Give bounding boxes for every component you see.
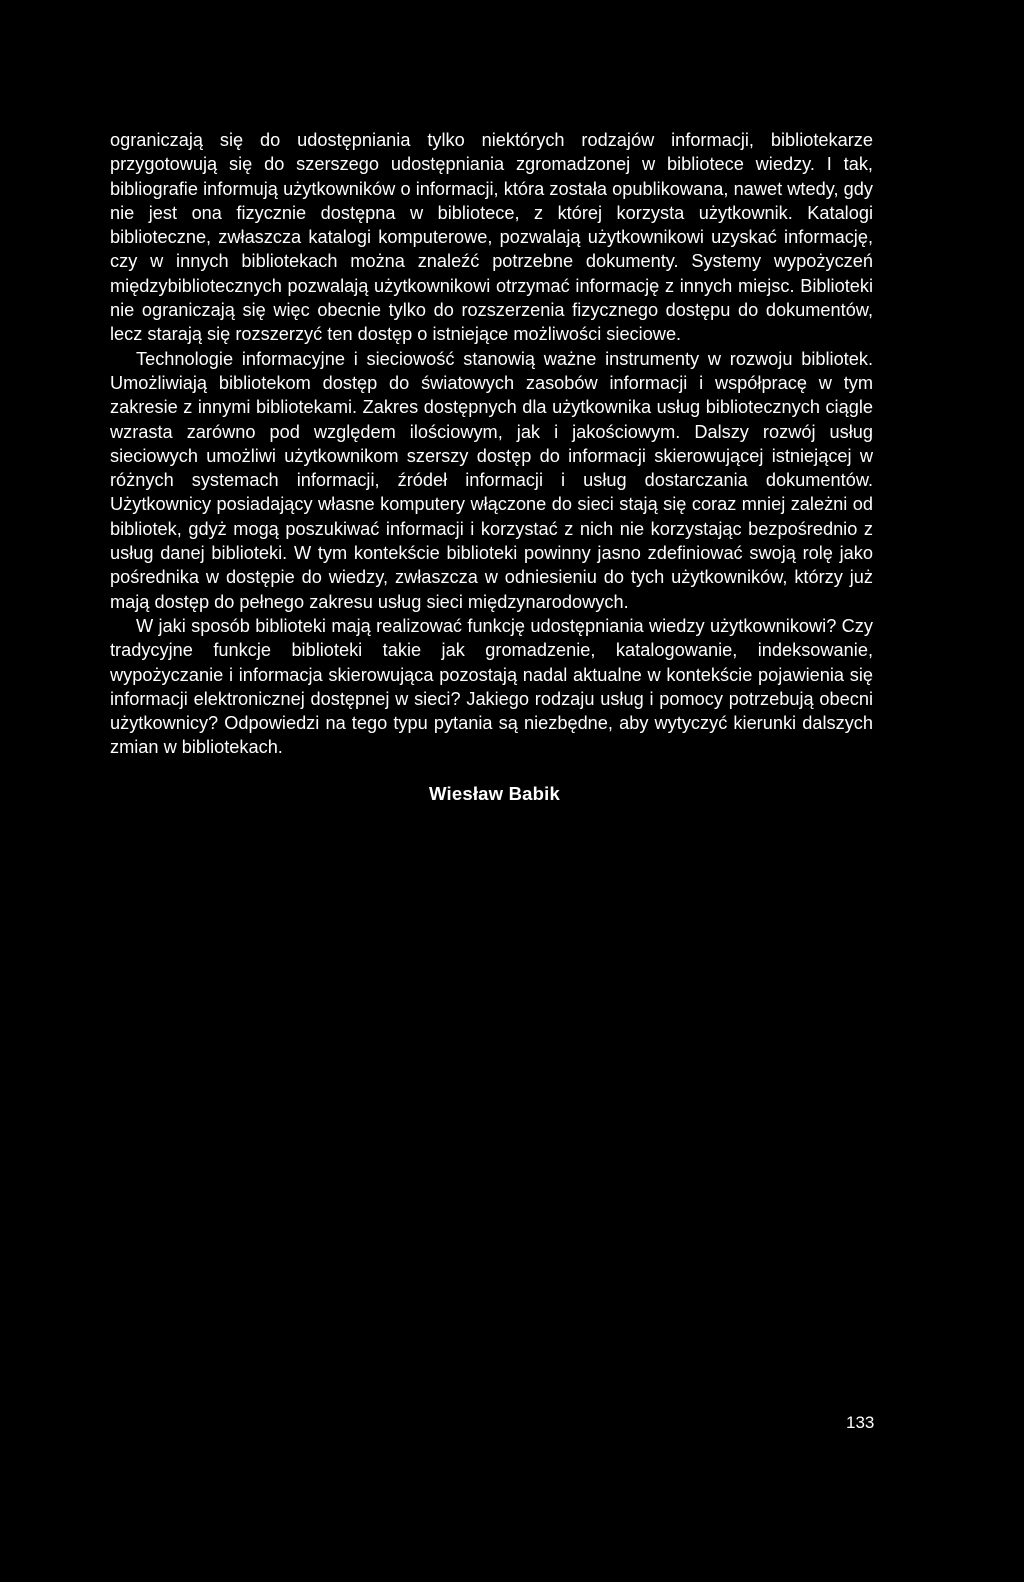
paragraph-3: W jaki sposób biblioteki mają realizować funkcję udostępniania wiedzy użytkownikowi? Czy tradycyjne funkcje biblioteki takie jak gromadzenie, katalogowanie, indeksowanie, wypożyczanie i informacja skierowująca pozostają nadal aktualne w kontekście pojawienia się informacji elektronicznej dostępnej w sieci? Jakiego rodzaju usług i pomocy potrzebują obecni użytkownicy? Odpowiedzi na tego typu pytania są niezbędne, aby wytyczyć kierunki dalszych zmian w bibliotekach. — [110, 615, 873, 758]
paragraph-1: ograniczają się do udostępniania tylko niektórych rodzajów informacji, bibliotekarze przygotowują się do szerszego udostępniania zgromadzonej w bibliotece wiedzy. I tak, bibliografie informują użytkowników o informacji, która została opublikowana, nawet wtedy, gdy nie jest ona fizycznie dostępna w bibliotece, z której korzysta użytkownik. Katalogi biblioteczne, zwłaszcza katalogi komputerowe, pozwalają użytkownikowi uzyskać informację, czy w innych bibliotekach można znaleźć potrzebne dokumenty. Systemy wypożyczeń międzybibliotecznych pozwalają użytkownikowi otrzymać informację z innych miejsc. Biblioteki nie ograniczają się więc obecnie tylko do rozszerzenia fizycznego dostępu do dokumentów, lecz starają się rozszerzyć ten dostęp o istniejące możliwości sieciowe. — [110, 130, 873, 345]
page-number: 133 — [846, 1413, 875, 1432]
body-text — [110, 128, 873, 806]
author-signature: Wiesław Babik — [429, 782, 560, 804]
paragraph-2: Technologie informacyjne i sieciowość stanowią ważne instrumenty w rozwoju bibliotek. Umożliwiają bibliotekom dostęp do światowych zasobów informacji i współpracę w tym zakresie z innymi bibliotekami. Zakres dostępnych dla użytkownika usług bibliotecznych ciągle wzrasta zarówno pod względem ilościowym, jak i jakościowym. Dalszy rozwój usług sieciowych umożliwi użytkownikom szerszy dostęp do informacji skierowującej istniejącej w różnych systemach informacji, źródeł informacji i usług dostarczania dokumentów. Użytkownicy posiadający własne komputery włączone do sieci stają się coraz mniej zależni od bibliotek, gdyż mogą poszukiwać informacji i korzystać z nich nie korzystając bezpośrednio z usług danej biblioteki. W tym kontekście biblioteki powinny jasno zdefiniować swoją rolę jako pośrednika w dostępie do wiedzy, zwłaszcza w odniesieniu do tych użytkowników, którzy już mają dostęp do pełnego zakresu usług sieci międzynarodowych. — [110, 348, 873, 612]
